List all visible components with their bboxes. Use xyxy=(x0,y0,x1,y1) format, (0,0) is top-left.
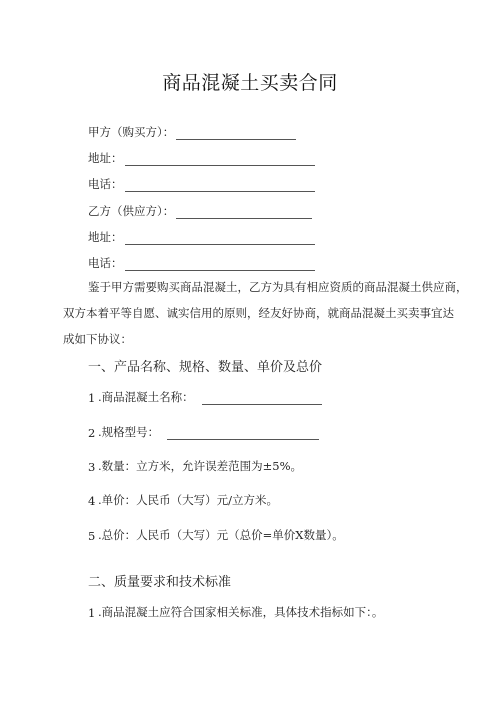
preamble-line-3: 成如下协议： xyxy=(63,332,132,346)
item-text: .总价：人民币（大写）元（总价=单价X数量）。 xyxy=(98,528,344,542)
item-number: 5 xyxy=(88,529,96,543)
party-a-line xyxy=(88,124,296,140)
party-a-blank xyxy=(176,127,296,140)
section-1-item-5 xyxy=(88,527,344,543)
section-2-item-1 xyxy=(88,604,383,620)
item-number: 2 xyxy=(88,426,96,440)
party-b-blank xyxy=(176,206,312,219)
item-text: .数量：立方米，允许误差范围为±5%。 xyxy=(98,459,303,473)
item-number: 1 xyxy=(88,391,96,405)
party-a-phone-blank xyxy=(125,179,315,192)
item-1-blank xyxy=(202,392,322,405)
item-2-blank xyxy=(167,427,319,440)
party-b-line xyxy=(88,203,312,219)
item-text: .单价：人民币（大写）元/立方米。 xyxy=(98,493,279,507)
party-a-label: 甲方（购买方）： xyxy=(88,125,175,139)
party-b-phone-blank xyxy=(125,258,315,271)
item-number: 1 xyxy=(88,606,96,620)
preamble-line-2: 双方本着平等自愿、诚实信用的原则，经友好协商，就商品混凝土买卖事宜达 xyxy=(63,306,454,320)
party-b-address-line xyxy=(88,229,315,245)
preamble-line-1: 鉴于甲方需要购买商品混凝土，乙方为具有相应资质的商品混凝土供应商， xyxy=(88,280,468,294)
section-2-heading: 二、质量要求和技术标准 xyxy=(88,575,232,590)
item-number: 3 xyxy=(88,460,96,474)
party-a-phone-line xyxy=(88,176,315,192)
section-1-heading: 一、产品名称、规格、数量、单价及总价 xyxy=(88,360,323,375)
section-1-item-1 xyxy=(88,389,322,405)
party-a-address-label: 地址： xyxy=(88,151,123,165)
page-title: 商品混凝土买卖合同 xyxy=(162,72,338,94)
party-a-phone-label: 电话： xyxy=(88,177,123,191)
item-text: .规格型号： xyxy=(98,425,160,439)
section-1-item-2 xyxy=(88,424,319,440)
party-b-address-blank xyxy=(125,232,315,245)
party-b-phone-label: 电话： xyxy=(88,256,123,270)
section-1-item-4 xyxy=(88,492,278,508)
party-a-address-blank xyxy=(125,153,315,166)
item-text: .商品混凝土应符合国家相关标准，具体技术指标如下：。 xyxy=(98,605,384,619)
party-b-phone-line xyxy=(88,255,315,271)
party-a-address-line xyxy=(88,150,315,166)
item-text: .商品混凝土名称： xyxy=(98,390,194,404)
party-b-address-label: 地址： xyxy=(88,230,123,244)
item-number: 4 xyxy=(88,494,96,508)
section-1-item-3 xyxy=(88,458,302,474)
party-b-label: 乙方（供应方）： xyxy=(88,204,175,218)
